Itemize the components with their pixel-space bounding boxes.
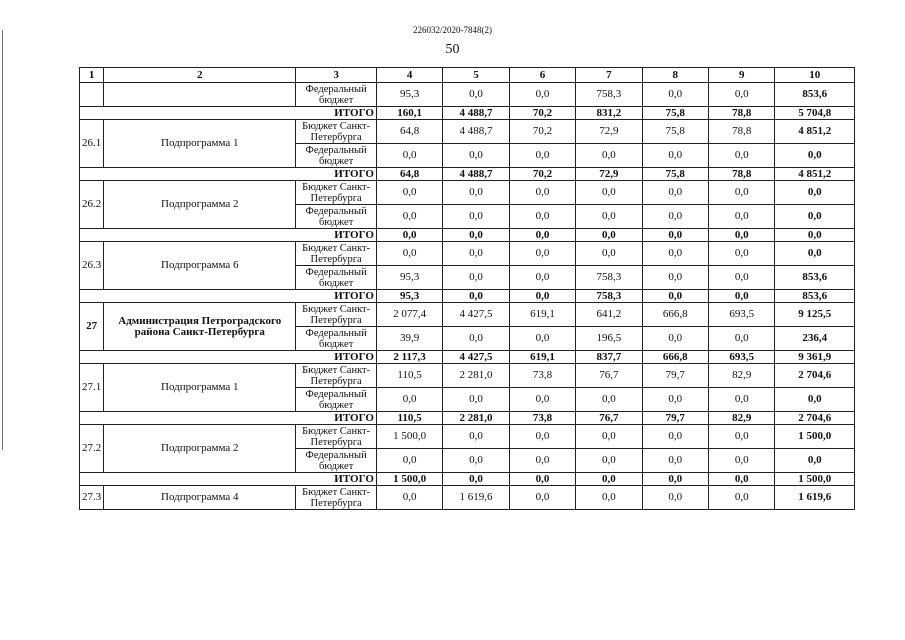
scan-edge-mark [2,30,3,450]
value-cell: 0,0 [642,327,708,351]
organization-name: Администрация Петроградского района Санкт-Петербурга [104,303,296,351]
value-cell: 0,0 [443,327,509,351]
table-row [80,486,855,510]
value-cell: 1 500,0 [775,473,855,486]
total-row [80,412,855,425]
value-cell: 110,5 [376,412,442,425]
value-cell: 0,0 [709,327,775,351]
value-cell: 70,2 [509,120,575,144]
funding-source: Бюджет Санкт-Петербурга [296,181,377,205]
value-cell: 0,0 [642,205,708,229]
value-cell: 70,2 [509,107,575,120]
value-cell: 1 500,0 [775,425,855,449]
funding-source: Федеральный бюджет [296,388,377,412]
item-code: 27.3 [80,486,104,510]
value-cell: 666,8 [642,351,708,364]
value-cell: 0,0 [509,205,575,229]
total-label: ИТОГО [80,229,377,242]
value-cell: 0,0 [509,473,575,486]
funding-source: Бюджет Санкт-Петербурга [296,425,377,449]
value-cell: 0,0 [443,449,509,473]
value-cell: 73,8 [509,412,575,425]
value-cell: 95,3 [376,290,442,303]
value-cell: 0,0 [509,242,575,266]
item-code: 26.3 [80,242,104,290]
value-cell: 0,0 [509,229,575,242]
subprogram-name: Подпрограмма 1 [104,120,296,168]
item-code: 26.2 [80,181,104,229]
value-cell: 0,0 [709,83,775,107]
item-code [80,83,104,107]
funding-source: Федеральный бюджет [296,205,377,229]
value-cell: 0,0 [576,205,642,229]
value-cell: 75,8 [642,107,708,120]
funding-source: Бюджет Санкт-Петербурга [296,364,377,388]
value-cell: 0,0 [775,388,855,412]
value-cell: 0,0 [376,449,442,473]
total-label: ИТОГО [80,412,377,425]
value-cell: 0,0 [642,449,708,473]
value-cell: 0,0 [775,144,855,168]
value-cell: 4 488,7 [443,168,509,181]
value-cell: 0,0 [376,205,442,229]
value-cell: 0,0 [642,388,708,412]
table-row [80,120,855,144]
value-cell: 0,0 [376,144,442,168]
value-cell: 2 281,0 [443,412,509,425]
funding-source: Бюджет Санкт-Петербурга [296,486,377,510]
value-cell: 0,0 [443,229,509,242]
value-cell: 0,0 [376,486,442,510]
value-cell: 95,3 [376,83,442,107]
total-row [80,107,855,120]
value-cell: 0,0 [709,144,775,168]
funding-source: Федеральный бюджет [296,266,377,290]
item-name [104,83,296,107]
value-cell: 0,0 [376,229,442,242]
subprogram-name: Подпрограмма 2 [104,181,296,229]
value-cell: 75,8 [642,168,708,181]
value-cell: 2 077,4 [376,303,442,327]
item-code: 27.2 [80,425,104,473]
table-row [80,364,855,388]
value-cell: 78,8 [709,107,775,120]
value-cell: 4 427,5 [443,303,509,327]
value-cell: 95,3 [376,266,442,290]
value-cell: 79,7 [642,412,708,425]
funding-source: Бюджет Санкт-Петербурга [296,303,377,327]
value-cell: 0,0 [576,449,642,473]
table-row [80,181,855,205]
value-cell: 0,0 [576,181,642,205]
header-row [80,68,855,83]
value-cell: 0,0 [642,266,708,290]
value-cell: 196,5 [576,327,642,351]
total-label: ИТОГО [80,351,377,364]
subprogram-name: Подпрограмма 2 [104,425,296,473]
value-cell: 758,3 [576,83,642,107]
value-cell: 78,8 [709,120,775,144]
value-cell: 853,6 [775,83,855,107]
value-cell: 0,0 [642,144,708,168]
value-cell: 0,0 [509,425,575,449]
value-cell: 9 361,9 [775,351,855,364]
value-cell: 693,5 [709,303,775,327]
value-cell: 0,0 [509,449,575,473]
item-code: 26.1 [80,120,104,168]
value-cell: 0,0 [509,144,575,168]
value-cell: 0,0 [775,449,855,473]
value-cell: 2 704,6 [775,364,855,388]
value-cell: 0,0 [642,473,708,486]
value-cell: 0,0 [775,205,855,229]
value-cell: 0,0 [443,205,509,229]
value-cell: 0,0 [509,388,575,412]
value-cell: 0,0 [642,486,708,510]
column-header: 7 [576,68,642,83]
value-cell: 64,8 [376,168,442,181]
value-cell: 0,0 [509,266,575,290]
column-header: 6 [509,68,575,83]
value-cell: 0,0 [709,229,775,242]
value-cell: 4 427,5 [443,351,509,364]
value-cell: 2 704,6 [775,412,855,425]
value-cell: 79,7 [642,364,708,388]
value-cell: 1 500,0 [376,473,442,486]
value-cell: 1 500,0 [376,425,442,449]
value-cell: 2 117,3 [376,351,442,364]
value-cell: 693,5 [709,351,775,364]
column-header: 1 [80,68,104,83]
value-cell: 619,1 [509,303,575,327]
value-cell: 82,9 [709,412,775,425]
column-header: 8 [642,68,708,83]
value-cell: 641,2 [576,303,642,327]
value-cell: 0,0 [709,486,775,510]
value-cell: 82,9 [709,364,775,388]
value-cell: 75,8 [642,120,708,144]
total-label: ИТОГО [80,107,377,120]
value-cell: 0,0 [443,290,509,303]
value-cell: 9 125,5 [775,303,855,327]
value-cell: 0,0 [376,242,442,266]
value-cell: 1 619,6 [775,486,855,510]
value-cell: 0,0 [509,486,575,510]
total-label: ИТОГО [80,168,377,181]
value-cell: 0,0 [376,388,442,412]
value-cell: 73,8 [509,364,575,388]
value-cell: 160,1 [376,107,442,120]
value-cell: 0,0 [509,83,575,107]
value-cell: 0,0 [443,83,509,107]
value-cell: 4 488,7 [443,120,509,144]
value-cell: 0,0 [775,242,855,266]
funding-source: Федеральный бюджет [296,83,377,107]
value-cell: 758,3 [576,290,642,303]
value-cell: 76,7 [576,364,642,388]
column-header: 4 [376,68,442,83]
value-cell: 666,8 [642,303,708,327]
total-label: ИТОГО [80,290,377,303]
value-cell: 0,0 [709,266,775,290]
value-cell: 0,0 [443,144,509,168]
column-header: 3 [296,68,377,83]
table-row [80,83,855,107]
page-number: 50 [445,42,460,57]
value-cell: 0,0 [709,205,775,229]
value-cell: 72,9 [576,120,642,144]
funding-source: Бюджет Санкт-Петербурга [296,242,377,266]
value-cell: 4 851,2 [775,120,855,144]
document-id: 226032/2020-7848(2) [413,25,492,35]
value-cell: 110,5 [376,364,442,388]
value-cell: 853,6 [775,290,855,303]
total-row [80,290,855,303]
column-header: 2 [104,68,296,83]
value-cell: 4 488,7 [443,107,509,120]
value-cell: 0,0 [709,181,775,205]
value-cell: 0,0 [709,473,775,486]
value-cell: 4 851,2 [775,168,855,181]
value-cell: 0,0 [642,425,708,449]
total-row [80,229,855,242]
value-cell: 0,0 [509,327,575,351]
item-code: 27 [80,303,104,351]
value-cell: 0,0 [509,181,575,205]
total-row [80,473,855,486]
value-cell: 0,0 [576,388,642,412]
subprogram-name: Подпрограмма 4 [104,486,296,510]
value-cell: 0,0 [642,83,708,107]
value-cell: 0,0 [576,486,642,510]
value-cell: 1 619,6 [443,486,509,510]
value-cell: 5 704,8 [775,107,855,120]
value-cell: 0,0 [376,181,442,205]
value-cell: 39,9 [376,327,442,351]
value-cell: 0,0 [576,242,642,266]
value-cell: 0,0 [509,290,575,303]
table-row [80,303,855,327]
value-cell: 0,0 [576,144,642,168]
value-cell: 0,0 [775,229,855,242]
value-cell: 0,0 [642,242,708,266]
budget-table [79,67,855,510]
value-cell: 0,0 [576,473,642,486]
funding-source: Федеральный бюджет [296,327,377,351]
value-cell: 72,9 [576,168,642,181]
value-cell: 831,2 [576,107,642,120]
table-row [80,425,855,449]
value-cell: 0,0 [709,425,775,449]
column-header: 9 [709,68,775,83]
subprogram-name: Подпрограмма 6 [104,242,296,290]
subprogram-name: Подпрограмма 1 [104,364,296,412]
value-cell: 0,0 [576,229,642,242]
value-cell: 76,7 [576,412,642,425]
value-cell: 0,0 [642,181,708,205]
value-cell: 0,0 [775,181,855,205]
value-cell: 0,0 [443,388,509,412]
table-row [80,242,855,266]
value-cell: 0,0 [709,242,775,266]
value-cell: 64,8 [376,120,442,144]
value-cell: 619,1 [509,351,575,364]
value-cell: 0,0 [443,425,509,449]
value-cell: 0,0 [642,229,708,242]
column-header: 5 [443,68,509,83]
value-cell: 70,2 [509,168,575,181]
value-cell: 0,0 [709,449,775,473]
value-cell: 0,0 [443,266,509,290]
total-row [80,351,855,364]
value-cell: 758,3 [576,266,642,290]
value-cell: 78,8 [709,168,775,181]
value-cell: 0,0 [642,290,708,303]
funding-source: Федеральный бюджет [296,144,377,168]
value-cell: 0,0 [709,290,775,303]
value-cell: 853,6 [775,266,855,290]
value-cell: 837,7 [576,351,642,364]
funding-source: Бюджет Санкт-Петербурга [296,120,377,144]
total-row [80,168,855,181]
item-code: 27.1 [80,364,104,412]
value-cell: 0,0 [576,425,642,449]
value-cell: 0,0 [443,473,509,486]
value-cell: 2 281,0 [443,364,509,388]
value-cell: 0,0 [709,388,775,412]
column-header: 10 [775,68,855,83]
value-cell: 236,4 [775,327,855,351]
funding-source: Федеральный бюджет [296,449,377,473]
value-cell: 0,0 [443,242,509,266]
value-cell: 0,0 [443,181,509,205]
total-label: ИТОГО [80,473,377,486]
